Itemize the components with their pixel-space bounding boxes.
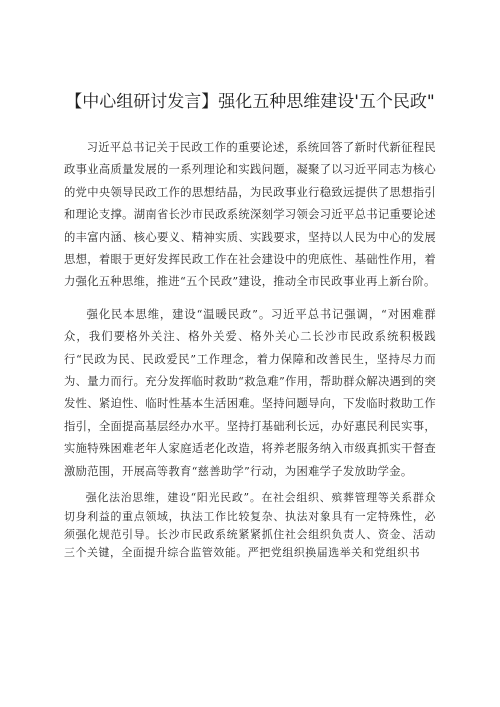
document-body xyxy=(64,137,436,563)
paragraph-intro: 习近平总书记关于民政工作的重要论述，系统回答了新时代新征程民政事业高质量发展的一系列理论和实践问题，凝聚了以习近平同志为核心的党中央领导民政工作的思想结晶，为民政事业行稳致远提供了思想指引和理论支撑。湖南省长沙市民政系统深刻学习领会习近平总书记重要论述的丰富内涵、核心要义、精神实质、实践要求，坚持以人民为中心的发展思想，着眼于更好发挥民政工作在社会建设中的兜底性、基础性作用，着力强化五种思维，推进“五个民政”建设，推动全市民政事业再上新台阶。 xyxy=(64,141,436,289)
paragraph-rule-of-law-thinking: 强化法治思维，建设“阳光民政”。在社会组织、殡葬管理等关系群众切身利益的重点领域，执法工作比较复杂、执法对象具有一定特殊性，必须强化规范引导。长沙市民政系统紧紧抓住社会组织负责人、资金、活动三个关键，全面提升综合监管效能。严把党组织换届选举关和党组织书 xyxy=(64,491,436,560)
document-title: 【中心组研讨发言】强化五种思维建设'五个民政" xyxy=(65,92,435,112)
paragraph-people-oriented-thinking: 强化民本思维，建设“温暖民政”。习近平总书记强调，“对困难群众，我们要格外关注、格外关爱、格外关心二长沙市民政系统积极践行“民政为民、民政爱民”工作理念，着力保障和改善民生，坚持尽力而为、量力而行。充分发挥临时救助“救急难”作用，帮助群众解决遇到的突发性、紧迫性、临时性基本生活困难。坚持问题导向，下发临时救助工作指引，全面提高基层经办水平。坚持打基础利长远，办好惠民利民实事，实施特殊困难老年人家庭适老化改造，将养老服务纳入市级真抓实干督查激励范围，开展高等教育“慈善助学”行动，为困难学子发放助学金。 xyxy=(64,307,436,478)
